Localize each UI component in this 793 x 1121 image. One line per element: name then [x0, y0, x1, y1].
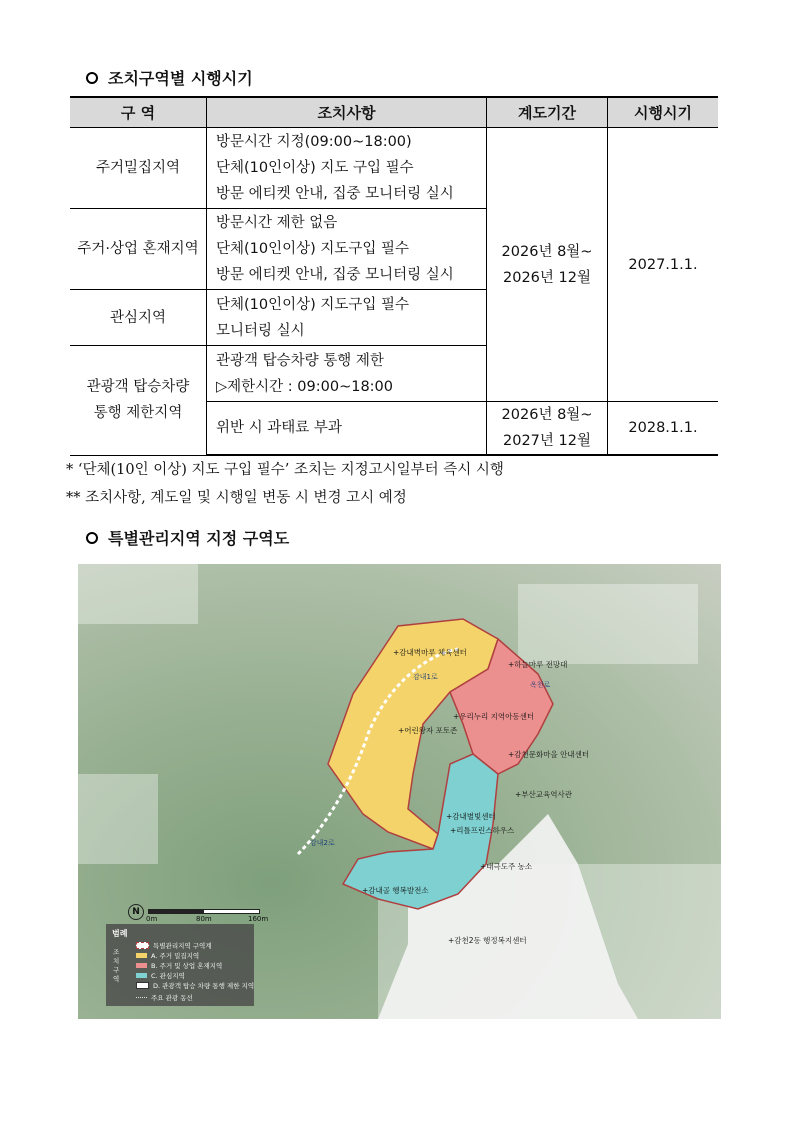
legend-item: [136, 971, 185, 980]
actions-cell: [207, 402, 487, 456]
table-row: [70, 128, 718, 209]
actions-cell: [207, 290, 487, 346]
legend-side-label: 조치구역: [113, 948, 120, 983]
circle-bullet-icon: [86, 532, 98, 544]
legend-item: [136, 941, 212, 950]
table-header-row: [70, 97, 718, 128]
action-item: 단체(10인이상) 지도구입 필수: [216, 241, 410, 257]
place-label: +어린왕자 포토존: [398, 726, 458, 735]
legend-title: 범례: [112, 929, 128, 938]
legend-label: C. 관심지역: [151, 972, 185, 980]
legend-label: B. 주거 및 상업 혼재지역: [151, 962, 223, 970]
legend-item: [136, 961, 222, 970]
actions-cell: [207, 128, 487, 209]
boundary-swatch: [136, 942, 149, 949]
action-item: 방문 에티켓 안내, 집중 모니터링 실시: [216, 186, 454, 202]
area-cell: 주거·상업 혼재지역: [70, 209, 207, 290]
scale-tick: 0m: [146, 915, 158, 923]
section-title: 조치구역별 시행시기: [108, 69, 253, 88]
place-label: +감천2동 행정복지센터: [448, 936, 527, 945]
footnote: * ‘단체(10인 이상) 지도 구입 필수’ 조치는 지정고시일부터 즉시 시행: [66, 462, 504, 478]
col-header-start: 시행시기: [608, 97, 719, 128]
guidance-period-cell: 2026년 8월~ 2027년 12월: [487, 402, 608, 456]
route-swatch: [136, 997, 147, 998]
legend-label: 주요 관광 동선: [151, 994, 193, 1002]
start-date-cell: 2027.1.1.: [608, 128, 719, 402]
area-cell: 관심지역: [70, 290, 207, 346]
zone-d-swatch: [136, 982, 149, 989]
north-arrow-icon: N: [128, 904, 144, 920]
place-label: +태극도주 농소: [480, 862, 533, 871]
action-item: 방문시간 제한 없음: [216, 215, 338, 231]
zone-c-swatch: [136, 973, 147, 978]
action-item: 방문시간 지정(09:00~18:00): [216, 134, 412, 150]
schedule-table: [70, 96, 718, 456]
area-cell: 주거밀집지역: [70, 128, 207, 209]
action-item: 방문 에티켓 안내, 집중 모니터링 실시: [216, 267, 454, 283]
actions-cell: [207, 209, 487, 290]
section-heading-schedule: [86, 66, 253, 89]
col-header-actions: 조치사항: [207, 97, 487, 128]
road-label: 옥천로: [530, 681, 551, 689]
action-item: 관광객 탑승차량 통행 제한: [216, 352, 384, 369]
place-label: +하늘마루 전망대: [508, 660, 568, 669]
legend-item: [136, 951, 199, 960]
zone-map: [78, 564, 721, 1019]
legend-label: 특별관리지역 구역계: [153, 942, 212, 950]
road-label: 감내2로: [310, 839, 335, 847]
scale-bar: [148, 909, 260, 914]
col-header-area: 구 역: [70, 97, 207, 128]
guidance-period-cell: 2026년 8월~ 2026년 12월: [487, 128, 608, 402]
footnote: ** 조치사항, 계도일 및 시행일 변동 시 변경 고시 예정: [66, 490, 407, 506]
action-item: 위반 시 과태료 부과: [216, 420, 342, 436]
place-label: +부산교육역사관: [515, 790, 572, 799]
place-label: +감천문화마을 안내센터: [508, 750, 590, 759]
zone-b-swatch: [136, 963, 147, 968]
legend-label: D. 관광객 탑승 차량 통행 제한 지역: [153, 982, 255, 990]
zone-a-swatch: [136, 953, 147, 958]
legend-item: [136, 993, 193, 1002]
col-header-guidance: 계도기간: [487, 97, 608, 128]
area-cell: 관광객 탑승차량 통행 제한지역: [70, 346, 207, 456]
section-heading-map: [86, 526, 289, 549]
scale-tick: 80m: [196, 915, 212, 923]
place-label: +감내골 행복발전소: [362, 886, 429, 895]
start-date-cell: 2028.1.1.: [608, 402, 719, 456]
legend-label: A. 주거 밀집지역: [151, 952, 200, 960]
circle-bullet-icon: [86, 72, 98, 84]
action-item: ▷제한시간 : 09:00~18:00: [216, 378, 394, 395]
action-item: 단체(10인이상) 지도구입 필수: [216, 296, 410, 313]
place-label: +우리누리 지역아동센터: [453, 712, 535, 721]
place-label: +감내별빛센터: [446, 812, 496, 821]
legend-item: [136, 981, 254, 990]
section-title: 특별관리지역 지정 구역도: [108, 529, 290, 548]
road-label: 감내1로: [413, 673, 438, 681]
map-legend: [106, 924, 254, 1006]
place-label: +감내벽마루 체육센터: [393, 648, 467, 657]
action-item: 단체(10인이상) 지도 구입 필수: [216, 160, 414, 176]
action-item: 모니터링 실시: [216, 322, 305, 339]
scale-tick: 160m: [248, 915, 269, 923]
place-label: +리틀프린스하우스: [450, 826, 515, 835]
actions-cell: [207, 346, 487, 402]
